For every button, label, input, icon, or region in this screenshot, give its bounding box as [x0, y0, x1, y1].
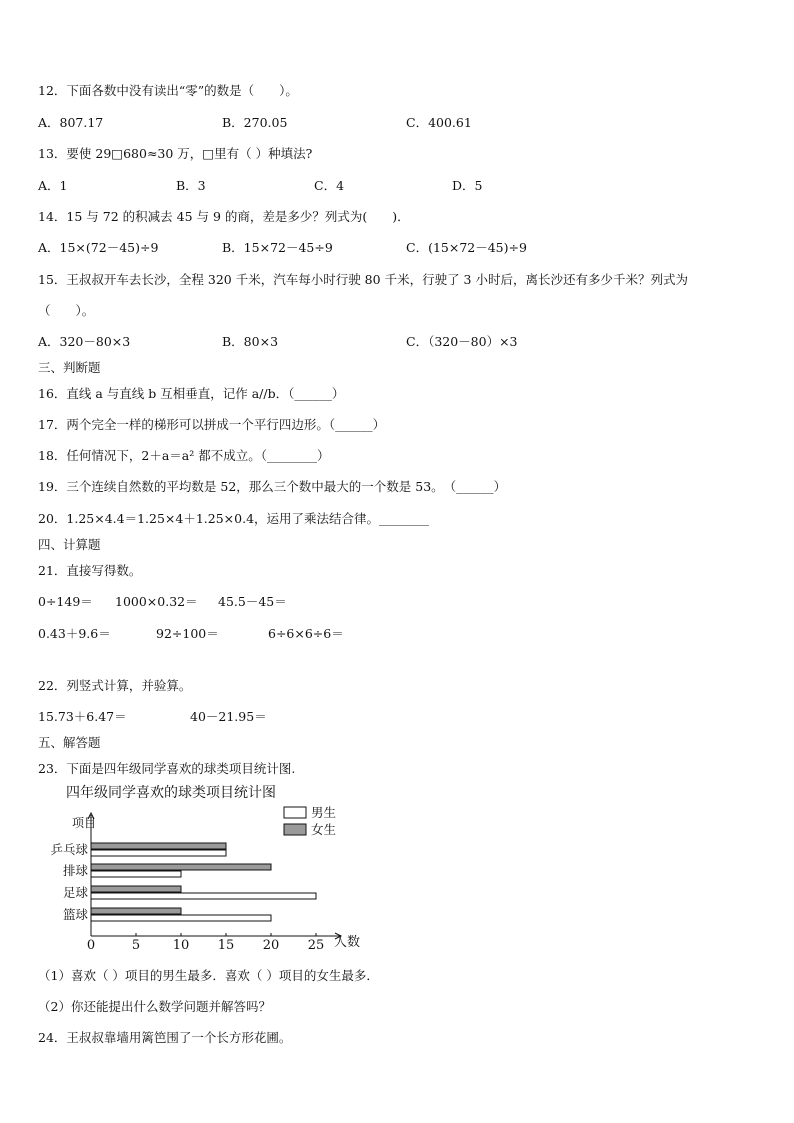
chart-bar-female — [91, 864, 271, 870]
chart-category-label: 篮球 — [62, 907, 88, 922]
chart-legend-swatch — [284, 807, 306, 818]
chart-x-tick-label: 20 — [262, 938, 280, 953]
q21-item-6: 6÷6×6÷6＝ — [268, 626, 344, 641]
q19: 19．三个连续自然数的平均数是 52，那么三个数中最大的一个数是 53。 （______） — [38, 479, 507, 494]
q22-stem: 22．列竖式计算，并验算。 — [38, 678, 192, 693]
q21-item-2: 1000×0.32＝ — [115, 594, 198, 609]
q23-subquestion-1: （1）喜欢（ ）项目的男生最多．喜欢（ ）项目的女生最多． — [38, 968, 379, 983]
q15-option-c: C．（320－80）×3 — [406, 334, 518, 349]
chart-category-label: 乒乓球 — [50, 842, 88, 857]
chart-bar-male — [91, 893, 316, 899]
chart-x-tick-label: 10 — [172, 938, 190, 953]
q22-item-1: 15.73＋6.47＝ — [38, 709, 127, 724]
q21-item-3: 45.5－45＝ — [218, 594, 287, 609]
section-heading-judgement: 三、判断题 — [38, 360, 101, 375]
section-heading-problems: 五、解答题 — [38, 735, 101, 750]
q22-item-2: 40－21.95＝ — [190, 709, 267, 724]
chart-bar-male — [91, 850, 226, 856]
q13-option-d: D．5 — [452, 178, 483, 193]
q15-option-a: A．320－80×3 — [38, 334, 131, 349]
chart-legend-label: 男生 — [311, 805, 337, 820]
chart-x-tick-label: 15 — [217, 938, 235, 953]
chart-x-tick-label: 25 — [307, 938, 325, 953]
q14-option-a: A．15×(72－45)÷9 — [38, 240, 159, 255]
chart-bar-female — [91, 843, 226, 849]
chart-x-axis-label: 人数 — [334, 935, 361, 950]
q13-stem: 13．要使 29□680≈30 万，□里有（ ）种填法? — [38, 146, 313, 161]
q12-stem: 12．下面各数中没有读出“零”的数是（ ）。 — [38, 83, 298, 98]
q21-item-4: 0.43＋9.6＝ — [38, 626, 111, 641]
q21-item-1: 0÷149＝ — [38, 594, 93, 609]
q12-option-a: A．807.17 — [38, 115, 104, 130]
q17: 17．两个完全一样的梯形可以拼成一个平行四边形。（______） — [38, 417, 386, 432]
chart-legend-label: 女生 — [311, 822, 337, 837]
q15-stem: 15．王叔叔开车去长沙，全程 320 千米，汽车每小时行驶 80 千米，行驶了 3 小时后，离长沙还有多少千米？列式为 — [38, 272, 688, 287]
q12-option-c: C．400.61 — [406, 115, 472, 130]
bar-chart — [30, 780, 390, 956]
q21-item-5: 92÷100＝ — [156, 626, 219, 641]
chart-bar-female — [91, 886, 181, 892]
chart-category-label: 排球 — [62, 863, 88, 878]
chart-category-label: 足球 — [62, 885, 88, 900]
q15-stem-continued: （ ）。 — [38, 303, 95, 318]
q12-option-b: B．270.05 — [222, 115, 288, 130]
q18: 18．任何情况下，2＋a＝a² 都不成立。（________） — [38, 448, 330, 463]
section-heading-calculation: 四、计算题 — [38, 537, 101, 552]
q24-stem: 24．王叔叔靠墙用篱笆围了一个长方形花圃。 — [38, 1030, 292, 1045]
chart-legend-swatch — [284, 824, 306, 835]
chart-bar-male — [91, 915, 271, 921]
q13-option-c: C．4 — [314, 178, 345, 193]
chart-x-tick-label: 5 — [131, 938, 141, 953]
chart-bar-female — [91, 908, 181, 914]
q20: 20．1.25×4.4＝1.25×4＋1.25×0.4，运用了乘法结合律。________ — [38, 511, 430, 526]
q21-stem: 21．直接写得数。 — [38, 563, 142, 578]
chart-bar-male — [91, 871, 181, 877]
q23-stem: 23．下面是四年级同学喜欢的球类项目统计图. — [38, 761, 296, 776]
q14-option-c: C．(15×72－45)÷9 — [406, 240, 527, 255]
q15-option-b: B．80×3 — [222, 334, 279, 349]
q13-option-b: B．3 — [176, 178, 206, 193]
q14-option-b: B．15×72－45÷9 — [222, 240, 333, 255]
chart-title: 四年级同学喜欢的球类项目统计图 — [66, 785, 276, 801]
q23-subquestion-2: （2）你还能提出什么数学问题并解答吗？ — [38, 999, 271, 1014]
chart-legend — [284, 805, 336, 837]
chart-x-tick-label: 0 — [86, 938, 96, 953]
q14-stem: 14．15 与 72 的积减去 45 与 9 的商，差是多少？列式为( )． — [38, 209, 410, 224]
chart-y-axis-label: 项目 — [72, 816, 97, 830]
q13-option-a: A．1 — [38, 178, 68, 193]
q16: 16．直线 a 与直线 b 互相垂直，记作 a//b．（______） — [38, 386, 345, 401]
